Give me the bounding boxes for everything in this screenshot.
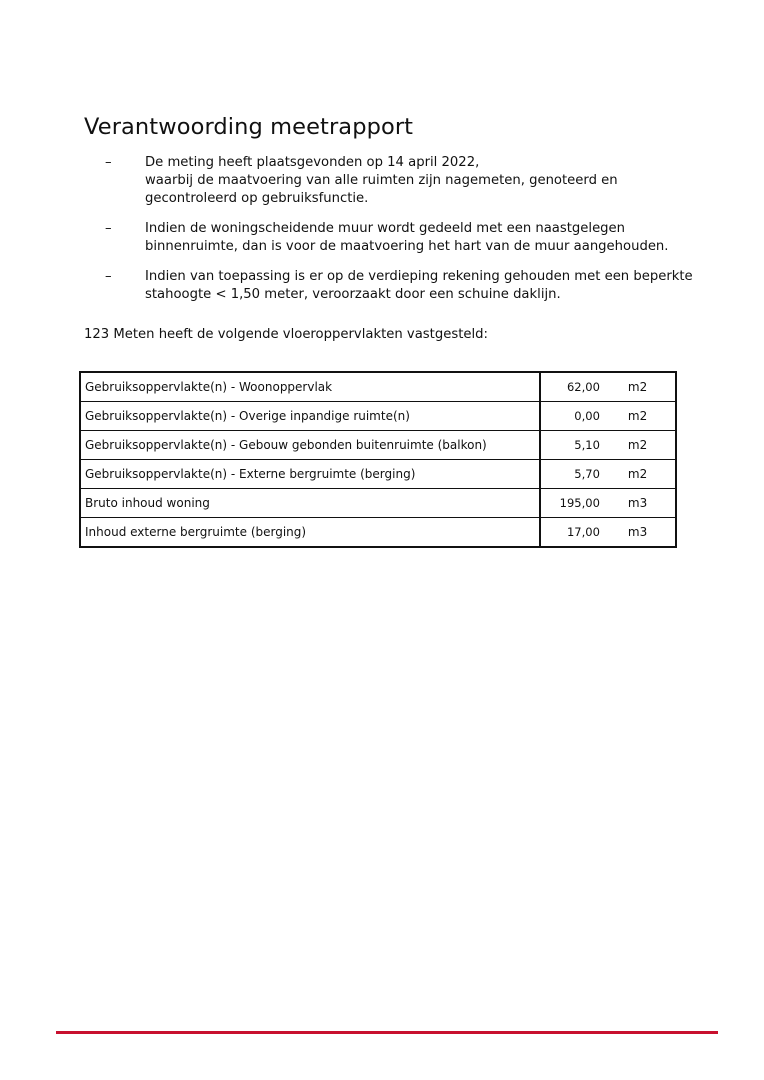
note-line: De meting heeft plaatsgevonden op 14 april 2022, — [145, 155, 480, 170]
intro-text: 123 Meten heeft de volgende vloeroppervlakten vastgesteld: — [84, 327, 488, 342]
row-label: Gebruiksoppervlakte(n) - Woonoppervlak — [80, 372, 540, 402]
bullet-dash: – — [105, 269, 112, 284]
row-label: Inhoud externe bergruimte (berging) — [80, 518, 540, 548]
row-unit: m2 — [604, 372, 676, 402]
page-title: Verantwoording meetrapport — [84, 114, 414, 140]
table-row — [80, 431, 676, 460]
row-value: 62,00 — [540, 372, 604, 402]
footer-divider — [56, 1031, 718, 1034]
row-unit: m3 — [604, 518, 676, 548]
row-value: 5,70 — [540, 460, 604, 489]
row-unit: m2 — [604, 431, 676, 460]
bullet-dash: – — [105, 221, 112, 236]
table-row — [80, 518, 676, 548]
row-value: 195,00 — [540, 489, 604, 518]
row-unit: m3 — [604, 489, 676, 518]
row-value: 5,10 — [540, 431, 604, 460]
row-unit: m2 — [604, 402, 676, 431]
note-line: binnenruimte, dan is voor de maatvoering het hart van de muur aangehouden. — [145, 239, 669, 254]
table-row — [80, 489, 676, 518]
note-line: Indien van toepassing is er op de verdieping rekening gehouden met een beperkte — [145, 269, 693, 284]
table-row — [80, 460, 676, 489]
row-label: Gebruiksoppervlakte(n) - Gebouw gebonden buitenruimte (balkon) — [80, 431, 540, 460]
note-line: stahoogte < 1,50 meter, veroorzaakt door een schuine daklijn. — [145, 287, 561, 302]
table-row — [80, 402, 676, 431]
row-label: Gebruiksoppervlakte(n) - Externe bergruimte (berging) — [80, 460, 540, 489]
list-item — [84, 268, 704, 304]
note-line: gecontroleerd op gebruiksfunctie. — [145, 191, 369, 206]
row-label: Bruto inhoud woning — [80, 489, 540, 518]
bullet-dash: – — [105, 155, 112, 170]
row-unit: m2 — [604, 460, 676, 489]
row-value: 0,00 — [540, 402, 604, 431]
area-table — [79, 371, 677, 548]
notes-list — [84, 154, 704, 316]
table-row — [80, 372, 676, 402]
row-value: 17,00 — [540, 518, 604, 548]
note-line: Indien de woningscheidende muur wordt gedeeld met een naastgelegen — [145, 221, 626, 236]
list-item — [84, 154, 704, 208]
note-line: waarbij de maatvoering van alle ruimten zijn nagemeten, genoteerd en — [145, 173, 618, 188]
list-item — [84, 220, 704, 256]
row-label: Gebruiksoppervlakte(n) - Overige inpandige ruimte(n) — [80, 402, 540, 431]
